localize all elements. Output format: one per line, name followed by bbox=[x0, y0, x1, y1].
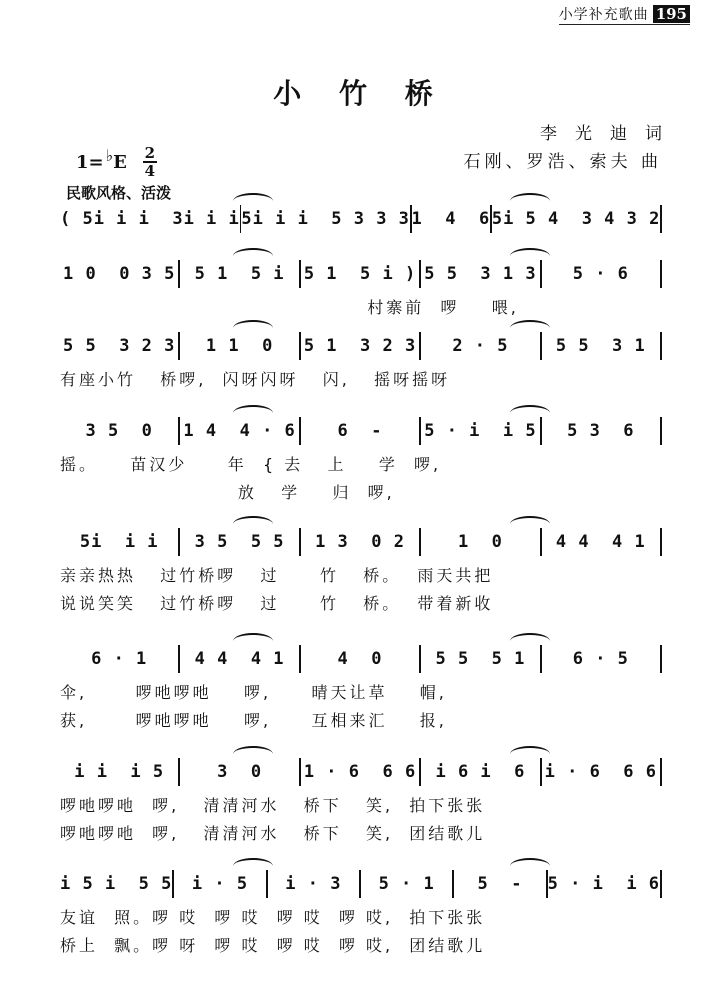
slur-mark bbox=[510, 633, 550, 649]
lyric-line: 说说笑笑 过竹桥啰 过 竹 桥。 带着新收 bbox=[60, 593, 494, 613]
notation-measures bbox=[60, 332, 662, 360]
section-title: 小学补充歌曲 bbox=[558, 7, 649, 23]
notation-row bbox=[0, 332, 720, 362]
slur-mark bbox=[233, 405, 273, 421]
measure: 5 · i i 6 bbox=[547, 874, 661, 894]
measure: 5 5 3 1 bbox=[555, 336, 646, 356]
slur-mark bbox=[233, 858, 273, 874]
measure: 2 · 5 bbox=[452, 336, 509, 356]
page-number: 195 bbox=[653, 5, 690, 23]
measure: 4 4 4 1 bbox=[194, 649, 285, 669]
slur-mark bbox=[510, 193, 550, 209]
measure: 3 5 0 bbox=[85, 421, 153, 441]
measure: 5 1 3 2 3 bbox=[303, 336, 417, 356]
key-prefix: 1= bbox=[76, 151, 104, 173]
measure: i · 5 bbox=[191, 874, 249, 894]
measure: 5i 5 4 3 4 3 2 bbox=[491, 209, 661, 229]
barline bbox=[660, 332, 662, 360]
notation-row bbox=[0, 645, 720, 675]
notation-row bbox=[0, 260, 720, 290]
slur-mark bbox=[510, 516, 550, 532]
measure: 4 0 bbox=[337, 649, 383, 669]
lyric-line: 获, 啰吔啰吔 啰, 互相来汇 报, bbox=[60, 710, 447, 730]
barline bbox=[660, 260, 662, 288]
lyric-line: 摇。 苗汉少 年 { 去 上 学 啰, bbox=[60, 454, 442, 474]
measure: 1 3 0 2 bbox=[315, 532, 405, 552]
measure: i i i 5 bbox=[74, 762, 165, 782]
measure: 1 · 6 6 6 bbox=[303, 762, 417, 782]
measure: 1 0 0 3 5 bbox=[63, 264, 176, 284]
barline bbox=[660, 758, 662, 786]
notation-measures bbox=[60, 758, 662, 786]
measure: 5 5 3 2 3 bbox=[63, 336, 176, 356]
measure: 1 0 bbox=[457, 532, 503, 552]
measure: 4 4 4 1 bbox=[555, 532, 646, 552]
barline bbox=[660, 528, 662, 556]
notation-row bbox=[0, 528, 720, 558]
barline bbox=[660, 205, 662, 233]
measure: 5i i i 5 3 3 3 bbox=[241, 209, 410, 229]
lyric-line: 啰吔啰吔 啰, 清清河水 桥下 笑, 团结歌儿 bbox=[60, 823, 486, 843]
slur-mark bbox=[510, 320, 550, 336]
lyric-line: 有座小竹 桥啰, 闪呀闪呀 闪, 摇呀摇呀 bbox=[60, 369, 451, 389]
measure: 5 · 6 bbox=[572, 264, 629, 284]
measure: i · 3 bbox=[285, 874, 342, 894]
measure: 1 4 6 bbox=[411, 209, 491, 229]
slur-mark bbox=[510, 858, 550, 874]
notation-measures bbox=[60, 260, 662, 288]
notation-row bbox=[0, 870, 720, 900]
notation-measures bbox=[60, 417, 662, 445]
measure: 5 - bbox=[477, 874, 523, 894]
notation-row bbox=[0, 417, 720, 447]
slur-mark bbox=[233, 248, 273, 264]
notation-measures bbox=[60, 645, 662, 673]
measure: i 6 i 6 bbox=[435, 762, 526, 782]
notation-measures bbox=[60, 205, 662, 233]
song-title: 小 竹 桥 bbox=[273, 77, 447, 110]
barline bbox=[660, 417, 662, 445]
measure: 3 0 bbox=[217, 762, 263, 782]
meter-bottom: 4 bbox=[144, 162, 156, 180]
barline bbox=[660, 645, 662, 673]
measure: 3 5 5 5 bbox=[194, 532, 285, 552]
slur-mark bbox=[233, 193, 273, 209]
flat-sign: ♭ bbox=[105, 145, 114, 165]
measure: 5i i i bbox=[79, 532, 159, 552]
measure: 1 1 0 bbox=[205, 336, 274, 356]
measure: i · 6 6 6 bbox=[544, 762, 657, 782]
meter-top: 2 bbox=[144, 144, 156, 162]
measure: 5 5 3 1 3 bbox=[424, 264, 537, 284]
measure: 6 · 5 bbox=[572, 649, 629, 669]
slur-mark bbox=[233, 633, 273, 649]
measure: i 5 i 5 5 bbox=[60, 874, 173, 894]
barline bbox=[660, 870, 662, 898]
slur-mark bbox=[233, 320, 273, 336]
notation-row bbox=[0, 758, 720, 788]
notation-measures bbox=[60, 870, 662, 898]
measure: 5 5 5 1 bbox=[435, 649, 526, 669]
lyric-line: 桥上 飘。啰 呀 啰 哎 啰 哎 啰 哎, 团结歌儿 bbox=[60, 935, 486, 955]
slur-mark bbox=[510, 405, 550, 421]
measure: 5 1 5 i ) bbox=[303, 264, 417, 284]
composer-credit: 石刚、罗浩、索夫 曲 bbox=[463, 152, 662, 172]
lyric-line: 伞, 啰吔啰吔 啰, 晴天让草 帽, bbox=[60, 682, 447, 702]
slur-mark bbox=[510, 248, 550, 264]
measure: 6 · 1 bbox=[91, 649, 148, 669]
measure: ( 5i i i 3i i i bbox=[60, 209, 240, 229]
measure: 5 3 6 bbox=[567, 421, 635, 441]
lyric-line: 村寨前 啰 喂, bbox=[60, 297, 519, 317]
lyricist-credit: 李光迪词 bbox=[540, 124, 680, 144]
measure: 5 1 5 i bbox=[194, 264, 285, 284]
tempo-style-marking: 民歌风格、活泼 bbox=[66, 184, 172, 202]
notation-row bbox=[0, 205, 720, 235]
slur-mark bbox=[233, 746, 273, 762]
lyric-line: 啰吔啰吔 啰, 清清河水 桥下 笑, 拍下张张 bbox=[60, 795, 486, 815]
measure: 5 · i i 5 bbox=[424, 421, 537, 441]
measure: 6 - bbox=[337, 421, 383, 441]
lyric-line: 友谊 照。啰 哎 啰 哎 啰 哎 啰 哎, 拍下张张 bbox=[60, 907, 486, 927]
measure: 1 4 4 · 6 bbox=[183, 421, 296, 441]
notation-measures bbox=[60, 528, 662, 556]
lyric-line: 放 学 归 啰, bbox=[60, 482, 395, 502]
slur-mark bbox=[510, 746, 550, 762]
slur-mark bbox=[233, 516, 273, 532]
lyric-line: 亲亲热热 过竹桥啰 过 竹 桥。 雨天共把 bbox=[60, 565, 494, 585]
key-note: E bbox=[113, 151, 127, 173]
measure: 5 · 1 bbox=[378, 874, 435, 894]
